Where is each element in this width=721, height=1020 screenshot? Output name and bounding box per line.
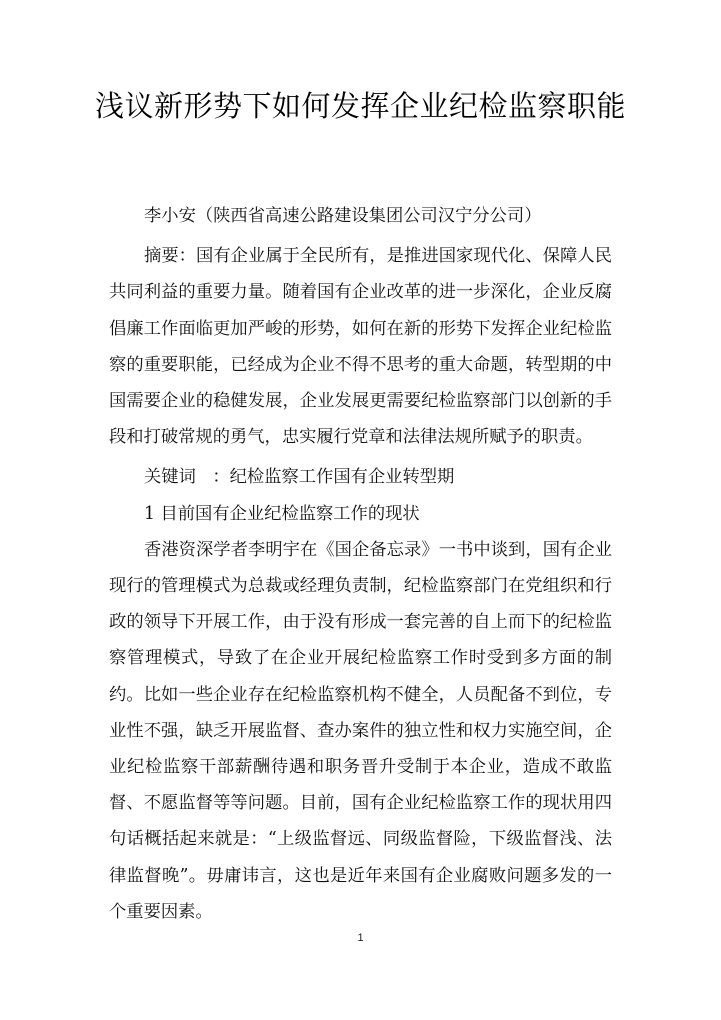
keywords-separator: ：: [195, 467, 230, 488]
section-1-paragraph: 香港资深学者李明宇在《国企备忘录》一书中谈到，国有企业现行的管理模式为总裁或经理负责制，纪检监察部门在党组织和行政的领导下开展工作，由于没有形成一套完善的自上而下的纪检监察管理模式，导致了在企业开展纪检监察工作时受到多方面的制约。比如一些企业存在纪检监察机构不健全，人员配备不到位，专业性不强，缺乏开展监督、查办案件的独立性和权力实施空间，企业纪检监察干部薪酬待遇和职务晋升受制于本企业，造成不敢监督、不愿监督等等问题。目前，国有企业纪检监察工作的现状用四句话概括起来就是：“上级监督远、同级监督险，下级监督浅、法律监督晚”。毋庸讳言，这也是近年来国有企业腐败问题多发的一个重要因素。: [109, 539, 612, 922]
abstract-label: 摘要：: [144, 246, 197, 267]
section-1-heading: 1 目前国有企业纪检监察工作的现状: [144, 503, 420, 524]
abstract-paragraph: [109, 238, 612, 455]
keywords-text: 纪检监察工作国有企业转型期: [229, 467, 455, 488]
document-body: [109, 198, 612, 930]
document-title: 浅议新形势下如何发挥企业纪检监察职能: [94, 89, 626, 123]
keywords-label: 关键词: [144, 467, 196, 488]
abstract-text: 国有企业属于全民所有，是推进国家现代化、保障人民共同利益的重要力量。随着国有企业改革的进一步深化，企业反腐倡廉工作面临更加严峻的形势，如何在新的形势下发挥企业纪检监察的重要职能，已经成为企业不得不思考的重大命题，转型期的中国需要企业的稳健发展，企业发展更需要纪检监察部门以创新的手段和打破常规的勇气，忠实履行党章和法律法规所赋予的职责。: [109, 246, 612, 448]
author-affiliation: 李小安（陕西省高速公路建设集团公司汉宁分公司）: [144, 206, 542, 226]
keywords-line: [109, 459, 612, 495]
page-number: 1: [357, 932, 364, 944]
